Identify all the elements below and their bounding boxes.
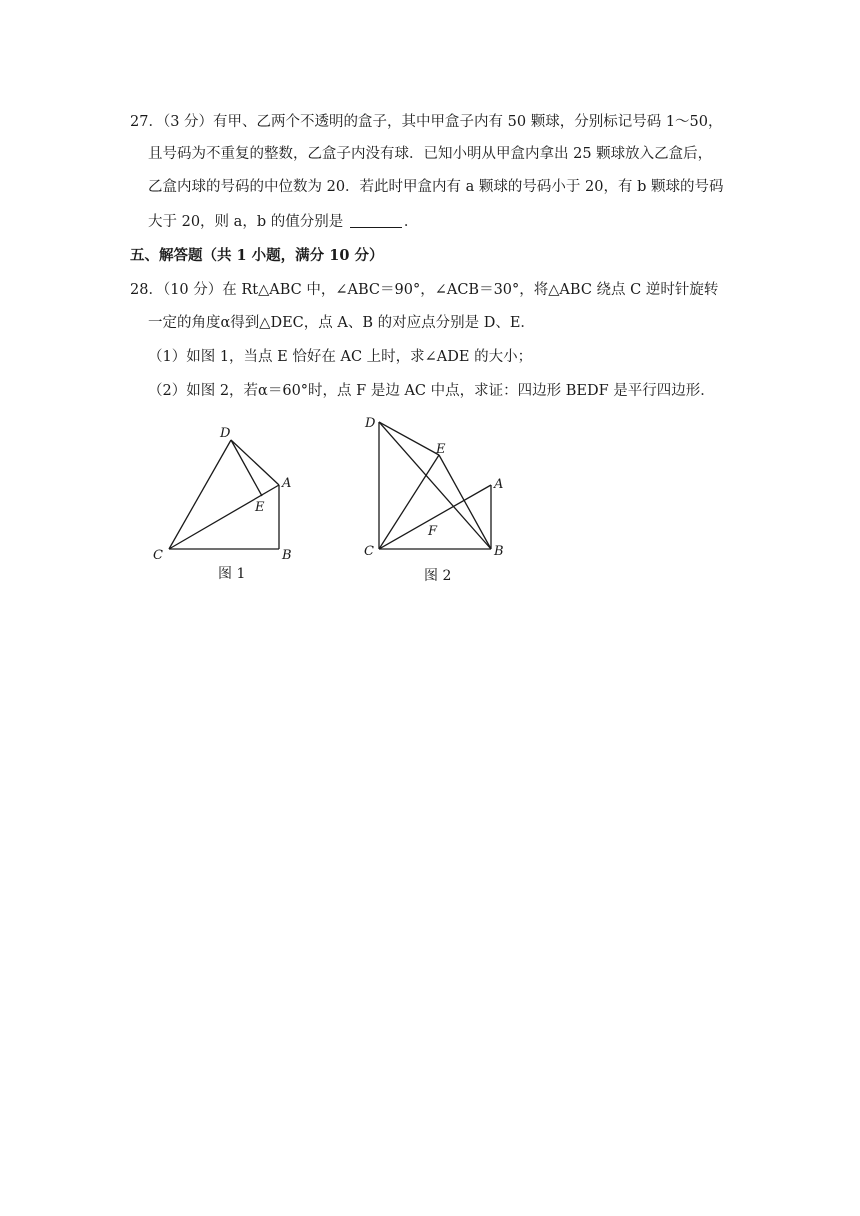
segment-CA	[379, 485, 491, 549]
q28-line-1: 28．（10 分）在 Rt△ABC 中，∠ABC＝90°，∠ACB＝30°，将△ABC 绕点 C 逆时针旋转	[130, 282, 719, 298]
q27-answer-blank[interactable]	[350, 213, 402, 228]
label-D: D	[365, 416, 376, 431]
segment-DA	[231, 440, 279, 485]
figure-1-diagram	[145, 415, 315, 565]
q28-part-2: （2）如图 2，若α＝60°时，点 F 是边 AC 中点，求证：四边形 BEDF 是平行四边形．	[148, 383, 715, 399]
label-F: F	[428, 524, 438, 539]
q27-line-1	[130, 112, 723, 132]
q27-line-4-end: ．	[403, 214, 419, 230]
label-C: C	[153, 548, 163, 563]
label-B: B	[494, 544, 504, 559]
figure-2-diagram	[360, 410, 520, 560]
label-A: A	[282, 476, 292, 491]
segment-CA	[169, 485, 279, 549]
q28-part-1: （1）如图 1，当点 E 恰好在 AC 上时，求∠ADE 的大小；	[148, 349, 533, 365]
label-C: C	[364, 544, 374, 559]
figure-2-caption: 图 2	[424, 568, 452, 584]
q27-line-3: 乙盒内球的号码的中位数为 20．若此时甲盒内有 a 颗球的号码小于 20，有 b 颗球的号码	[148, 179, 724, 195]
q28-line-2: 一定的角度α得到△DEC，点 A、B 的对应点分别是 D、E．	[148, 315, 535, 331]
label-A: A	[494, 477, 504, 492]
label-E: E	[436, 442, 446, 457]
segment-EB	[439, 455, 491, 549]
q27-line-4	[148, 212, 418, 232]
figure-1-caption: 图 1	[218, 566, 246, 582]
q27-line-2: 且号码为不重复的整数，乙盒子内没有球．已知小明从甲盒内拿出 25 颗球放入乙盒后，	[148, 146, 713, 162]
segment-DE	[231, 440, 262, 496]
label-E: E	[255, 500, 265, 515]
q27-text-1: ．（3 分）有甲、乙两个不透明的盒子，其中甲盒子内有 50 颗球，分别标记号码 1～50，	[148, 114, 723, 130]
segment-CD	[169, 440, 231, 549]
section-5-heading: 五、解答题（共 1 小题，满分 10 分）	[130, 247, 384, 264]
figure-1	[145, 415, 315, 565]
segment-DE	[379, 422, 439, 455]
label-D: D	[220, 426, 231, 441]
figure-2	[360, 410, 520, 560]
q27-number: 27	[130, 114, 149, 130]
q27-text-4: 大于 20，则 a，b 的值分别是	[148, 214, 344, 230]
label-B: B	[282, 548, 292, 563]
